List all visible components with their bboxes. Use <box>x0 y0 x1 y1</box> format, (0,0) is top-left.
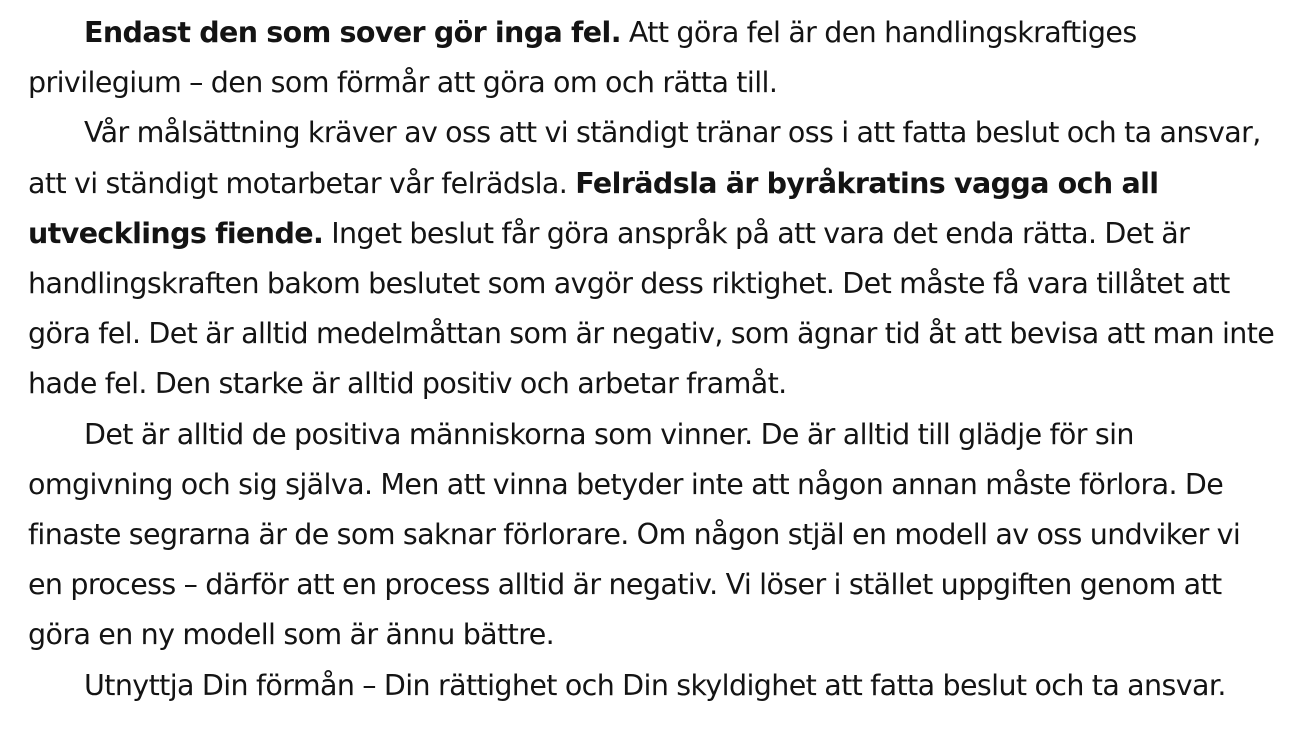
paragraph-1-text: Att göra fel är den handlingskraftiges privilegium – den som förmår att göra om och rätta till. <box>28 16 1137 100</box>
paragraph-3 <box>28 410 1278 661</box>
paragraph-2 <box>28 108 1278 409</box>
document-body <box>28 8 1278 711</box>
paragraph-4 <box>28 661 1278 711</box>
bold-statement-1: Endast den som sover gör inga fel. <box>84 16 621 49</box>
bold-statement-2: Felrädsla är byråkratins vagga och all utvecklings fiende. <box>28 166 1159 250</box>
paragraph-2-text-after: Inget beslut får göra anspråk på att vara det enda rätta. Det är handlingskraften bakom beslutet som avgör dess riktighet. Det måste få vara tillåtet att göra fel. Det är alltid medelmåttan som är negativ, som ägnar tid åt att bevisa att man inte hade fel. Den starke är alltid positiv och arbetar framåt. <box>28 216 1275 401</box>
paragraph-1 <box>28 8 1278 108</box>
paragraph-3-text: Det är alltid de positiva människorna som vinner. De är alltid till glädje för sin omgivning och sig själva. Men att vinna betyder inte att någon annan måste förlora. De finaste segrarna är de som saknar förlorare. Om någon stjäl en modell av oss undviker vi en process – därför att en process alltid är negativ. Vi löser i stället uppgiften genom att göra en ny modell som är ännu bättre. <box>28 417 1241 652</box>
paragraph-2-text-before: Vår målsättning kräver av oss att vi ständigt tränar oss i att fatta beslut och ta ansvar, att vi ständigt motarbetar vår felrädsla. <box>28 116 1261 200</box>
paragraph-4-text: Utnyttja Din förmån – Din rättighet och Din skyldighet att fatta beslut och ta ansvar. <box>84 668 1226 702</box>
